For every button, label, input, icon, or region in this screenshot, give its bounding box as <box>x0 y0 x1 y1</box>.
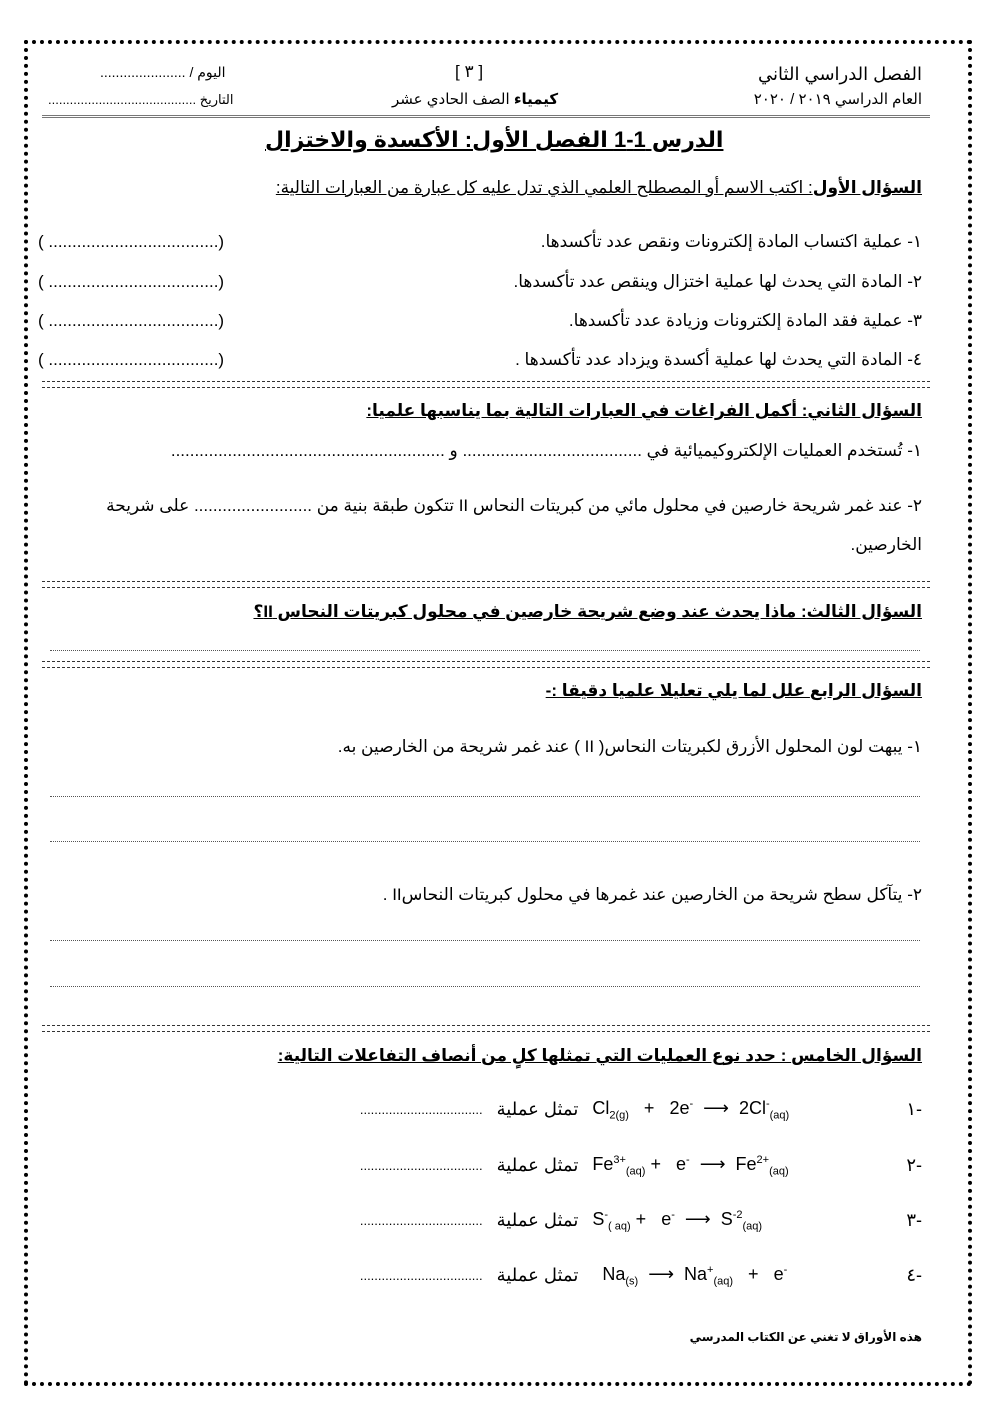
q5-heading <box>278 1046 922 1066</box>
q1-heading <box>276 178 922 198</box>
q1-item-3: ٣- عملية فقد المادة إلكترونات وزيادة عدد تأكسدها. <box>568 311 922 330</box>
day-field: اليوم / ...................... <box>100 64 226 80</box>
arrow-icon: ⟶ <box>699 1154 726 1174</box>
q1-label: السؤال الأول <box>812 178 922 197</box>
section-separator <box>42 1025 930 1032</box>
q1-item-4: ٤- المادة التي يحدث لها عملية أكسدة ويزداد عدد تأكسدها . <box>515 350 922 369</box>
equation-1 <box>360 1098 922 1122</box>
answer-line[interactable] <box>50 650 920 651</box>
q4-item-1: ١- يبهت لون المحلول الأزرق لكبريتات النحاس( II ) عند غمر شريحة من الخارصين به. <box>337 737 922 756</box>
q1-blank-1[interactable]: (.................................... ) <box>38 232 225 251</box>
half-reaction: $S^-_{( aq)}$ + e- ⟶ $S^{-2}_{(aq)}$ <box>592 1209 763 1233</box>
eq-answer-blank[interactable]: .................................. <box>359 1268 483 1284</box>
eq-number: -٣ <box>906 1210 922 1231</box>
q4-heading <box>546 681 922 701</box>
eq-number: -٤ <box>906 1265 922 1286</box>
q3-heading <box>253 602 922 622</box>
eq-number: -١ <box>906 1099 922 1120</box>
q3-label: السؤال الثالث <box>806 602 922 621</box>
q4-item-2: ٢- يتآكل سطح شريحة من الخارصين عند غمرها في محلول كبريتات النحاسII . <box>382 885 922 904</box>
q1-text: : اكتب الاسم أو المصطلح العلمي الذي تدل عليه كل عبارة من العبارات التالية: <box>275 178 813 197</box>
equation-3 <box>360 1209 922 1233</box>
eq-label: تمثل عملية <box>496 1155 579 1176</box>
q3-text: : ماذا يحدث عند وضع شريحة خارصين في محلول كبريتات النحاس II؟ <box>253 602 807 621</box>
eq-number: -٢ <box>906 1155 922 1176</box>
q2-label: السؤال الثاني <box>807 401 922 420</box>
answer-line[interactable] <box>50 986 920 987</box>
eq-label: تمثل عملية <box>496 1099 579 1120</box>
q4-label: السؤال الرابع <box>809 681 922 700</box>
q1-blank-4[interactable]: (.................................... ) <box>38 350 225 369</box>
eq-answer-blank[interactable]: .................................. <box>359 1158 483 1174</box>
academic-year: العام الدراسي ٢٠١٩ / ٢٠٢٠ <box>753 91 922 108</box>
section-separator <box>42 581 930 588</box>
arrow-icon: ⟶ <box>703 1098 729 1118</box>
lesson-title: الدرس 1-1 الفصل الأول: الأكسدة والاختزال <box>265 127 724 152</box>
half-reaction: $Fe^{3+}_{(aq)}$ + e- ⟶ $Fe^{2+}_{(aq)}$ <box>592 1154 789 1178</box>
equation-4 <box>360 1264 922 1288</box>
arrow-icon: ⟶ <box>648 1264 674 1284</box>
q1-item-2: ٢- المادة التي يحدث لها عملية اختزال وينقص عدد تأكسدها. <box>513 272 922 291</box>
eq-answer-blank[interactable]: .................................. <box>359 1102 483 1118</box>
q5-label: السؤال الخامس <box>791 1046 922 1065</box>
q2-item-2: ٢- عند غمر شريحة خارصين في محلول مائي من كبريتات النحاس II تتكون طبقة بنية من ......................... على شريحة <box>106 496 922 515</box>
q1-blank-3[interactable]: (.................................... ) <box>38 311 225 330</box>
footer-note: هذه الأوراق لا تغني عن الكتاب المدرسي <box>689 1330 922 1344</box>
equation-2 <box>360 1154 922 1178</box>
q4-text: علل لما يلي تعليلا علميا دقيقا :- <box>545 681 810 700</box>
half-reaction: $Cl_{2(g)}$ + 2e- ⟶ $2Cl^-_{(aq)}$ <box>592 1098 790 1122</box>
subject-grade <box>392 90 558 108</box>
arrow-icon: ⟶ <box>684 1209 711 1229</box>
answer-line[interactable] <box>50 940 920 941</box>
answer-line[interactable] <box>50 841 920 842</box>
semester: الفصل الدراسي الثاني <box>758 64 922 84</box>
date-field: التاريخ ......................................... <box>48 92 234 107</box>
answer-line[interactable] <box>50 796 920 797</box>
eq-label: تمثل عملية <box>496 1265 579 1286</box>
q2-item-1: ١- تُستخدم العمليات الإلكتروكيميائية في ...................................... و .......................................................... <box>170 441 922 460</box>
q5-text: : حدد نوع العمليات التي تمثلها كلٍ من أنصاف التفاعلات التالية: <box>277 1046 792 1065</box>
eq-label: تمثل عملية <box>496 1210 579 1231</box>
eq-answer-blank[interactable]: .................................. <box>359 1213 483 1229</box>
header-divider <box>42 115 930 118</box>
q2-item-2-cont: الخارصين. <box>850 535 922 554</box>
q1-blank-2[interactable]: (.................................... ) <box>38 272 225 291</box>
section-separator <box>42 381 930 388</box>
q2-heading <box>366 401 922 421</box>
section-separator <box>42 661 930 668</box>
grade: الصف الحادي عشر <box>392 91 510 108</box>
q1-item-1: ١- عملية اكتساب المادة إلكترونات ونقص عدد تأكسدها. <box>540 232 922 251</box>
page-number: [ ٣ ] <box>455 62 484 81</box>
half-reaction: $Na_{(s)}$ ⟶ $Na^+_{(aq)}$ + e- <box>602 1264 788 1288</box>
q2-text: : أكمل الفراغات في العبارات التالية بما يناسبها علميا: <box>366 401 808 420</box>
subject: كيمياء <box>513 91 559 108</box>
